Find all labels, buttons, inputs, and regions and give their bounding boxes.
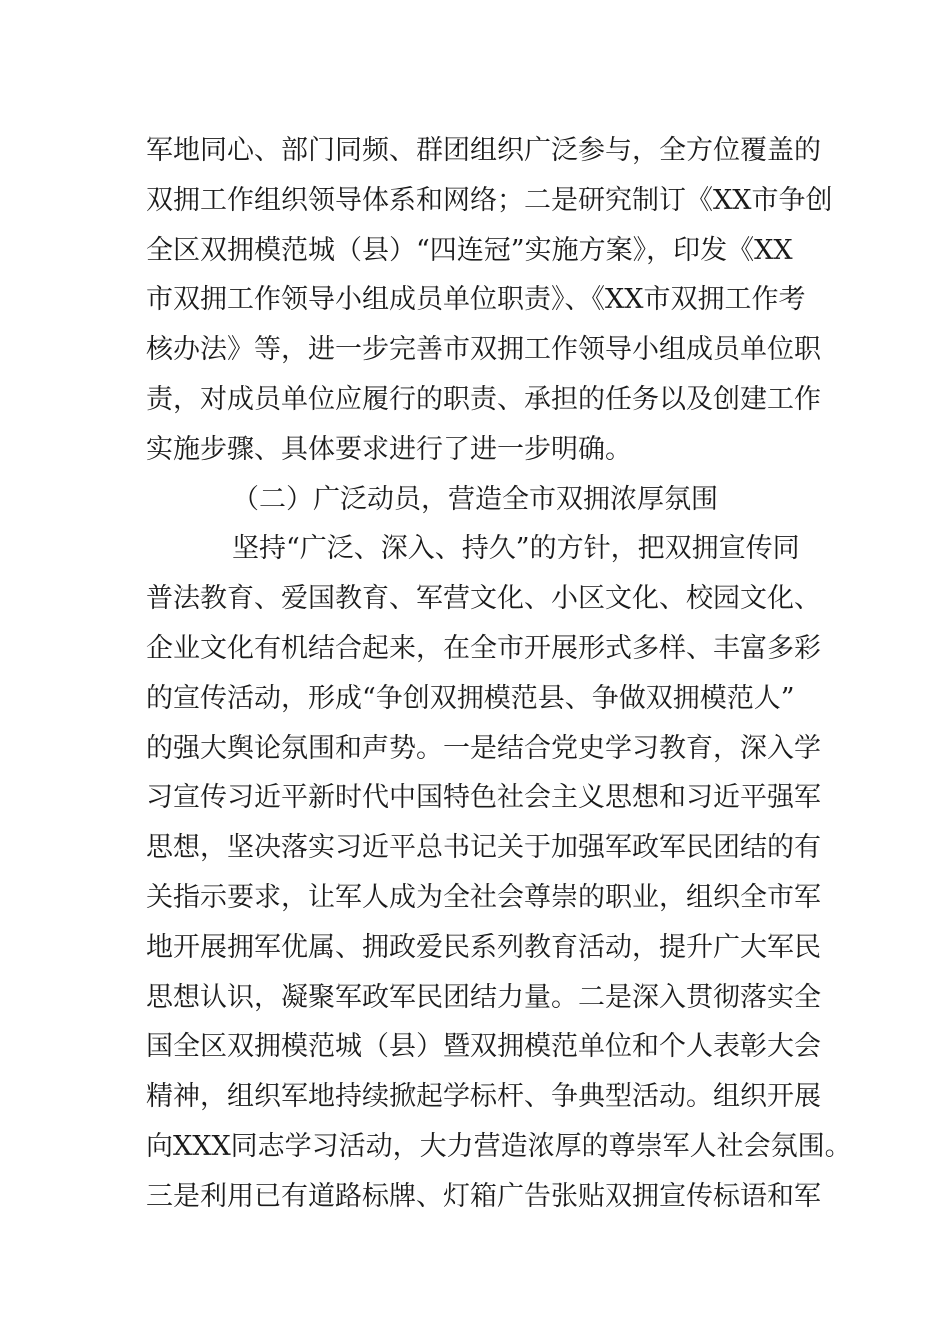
text-line: 思想认识，凝聚军政军民团结力量。二是深入贯彻落实全 <box>146 981 821 1013</box>
text-line: 思想，坚决落实习近平总书记关于加强军政军民团结的有 <box>146 832 821 864</box>
text-line: 市双拥工作领导小组成员单位职责》、《XX市双拥工作考 <box>146 284 806 316</box>
text-line: 实施步骤、具体要求进行了进一步明确。 <box>146 433 632 465</box>
section-heading: （二）广泛动员，营造全市双拥浓厚氛围 <box>232 483 718 515</box>
text-line: 地开展拥军优属、拥政爱民系列教育活动，提升广大军民 <box>146 931 821 963</box>
text-line: 军地同心、部门同频、群团组织广泛参与，全方位覆盖的 <box>146 135 821 166</box>
text-line: 精神，组织军地持续掀起学标杆、争典型活动。组织开展 <box>146 1081 821 1113</box>
text-line: 普法教育、爱国教育、军营文化、小区文化、校园文化、 <box>146 583 821 615</box>
text-line: 全区双拥模范城（县）“四连冠”实施方案》，印发《XX <box>146 234 793 266</box>
text-line: 双拥工作组织领导体系和网络；二是研究制订《XX市争创 <box>146 184 833 216</box>
text-line: 国全区双拥模范城（县）暨双拥模范单位和个人表彰大会 <box>146 1031 821 1063</box>
text-line: 核办法》等，进一步完善市双拥工作领导小组成员单位职 <box>146 334 821 366</box>
paragraph-first-line: 坚持“广泛、深入、持久”的方针，把双拥宣传同 <box>232 533 800 565</box>
text-line: 企业文化有机结合起来，在全市开展形式多样、丰富多彩 <box>146 632 821 664</box>
text-line: 三是利用已有道路标牌、灯箱广告张贴双拥宣传标语和军 <box>146 1180 821 1212</box>
text-line: 习宣传习近平新时代中国特色社会主义思想和习近平强军 <box>146 782 821 814</box>
text-line: 责，对成员单位应履行的职责、承担的任务以及创建工作 <box>146 383 821 415</box>
text-line: 的宣传活动，形成“争创双拥模范县、争做双拥模范人” <box>146 682 795 714</box>
text-line: 向XXX同志学习活动，大力营造浓厚的尊崇军人社会氛围。 <box>146 1130 852 1162</box>
text-line: 关指示要求，让军人成为全社会尊崇的职业，组织全市军 <box>146 881 821 913</box>
body-text <box>146 126 852 1222</box>
text-line: 的强大舆论氛围和声势。一是结合党史学习教育，深入学 <box>146 732 821 764</box>
